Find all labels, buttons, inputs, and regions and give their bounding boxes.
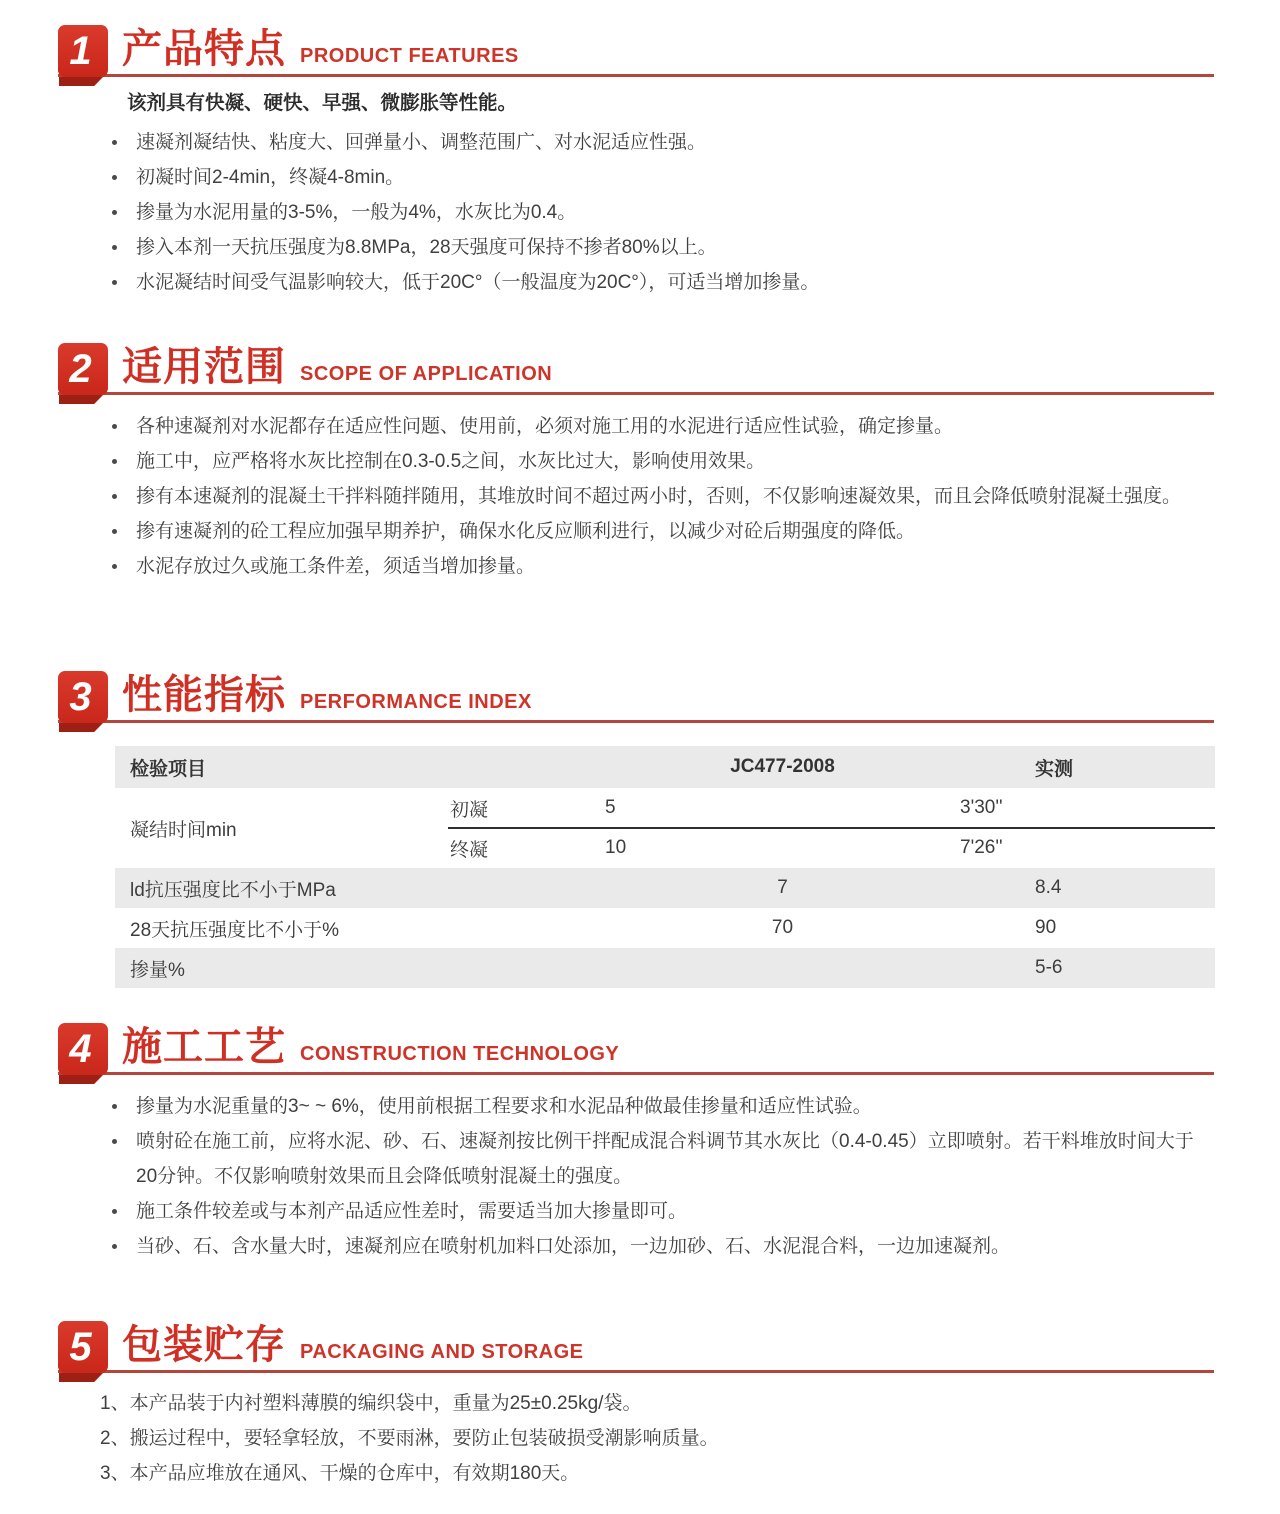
table-row bbox=[115, 948, 1215, 988]
cell-standard: 70 bbox=[771, 917, 794, 938]
cell-measured: 3'30'' bbox=[960, 797, 1003, 818]
section-product-features bbox=[58, 24, 1214, 300]
product-features-list bbox=[112, 125, 1214, 300]
list-item: 掺量为水泥用量的3-5%，一般为4%，水灰比为0.4。 bbox=[112, 195, 1214, 230]
table-header-row bbox=[115, 746, 1215, 788]
section-construction-technology bbox=[58, 1022, 1214, 1264]
cell-measured: 90 bbox=[1035, 917, 1057, 938]
section-title-en: CONSTRUCTION TECHNOLOGY bbox=[300, 1043, 620, 1065]
section-scope-of-application bbox=[58, 342, 1214, 584]
cell-standard: 10 bbox=[605, 837, 627, 858]
product-features-intro: 该剂具有快凝、硬快、早强、微膨胀等性能。 bbox=[127, 92, 518, 114]
section-header bbox=[58, 1022, 1214, 1075]
section-number-badge bbox=[58, 25, 108, 77]
section-number: 5 bbox=[69, 1324, 92, 1369]
cell-item: ld抗压强度比不小于MPa bbox=[130, 879, 336, 901]
section-header bbox=[58, 342, 1214, 395]
list-item: 施工条件较差或与本剂产品适应性差时，需要适当加大掺量即可。 bbox=[112, 1194, 1214, 1229]
cell-sub-name: 终凝 bbox=[450, 839, 489, 861]
section-header bbox=[58, 670, 1214, 723]
header-standard: JC477-2008 bbox=[730, 756, 835, 777]
list-item: 喷射砼在施工前，应将水泥、砂、石、速凝剂按比例干拌配成混合料调节其水灰比（0.4-0.45）立即喷射。若干料堆放时间大于20分钟。不仅影响喷射效果而且会降低喷射混凝土的强度。 bbox=[112, 1124, 1214, 1194]
cell-item: 掺量% bbox=[130, 959, 185, 981]
list-item: 初凝时间2-4min，终凝4-8min。 bbox=[112, 160, 1214, 195]
cell-sub-name: 初凝 bbox=[450, 799, 489, 821]
list-item: 掺量为水泥重量的3~ ~ 6%，使用前根据工程要求和水泥品种做最佳掺量和适应性试验。 bbox=[112, 1089, 1214, 1124]
section-title-en: PERFORMANCE INDEX bbox=[300, 691, 532, 713]
header-item: 检验项目 bbox=[130, 758, 207, 780]
table-row bbox=[115, 868, 1215, 908]
section-number: 2 bbox=[69, 346, 92, 391]
section-title-zh: 性能指标 bbox=[122, 673, 286, 717]
cell-item: 28天抗压强度比不小于% bbox=[130, 919, 340, 941]
cell-measured: 8.4 bbox=[1035, 877, 1062, 898]
performance-table bbox=[115, 746, 1215, 988]
table-row bbox=[115, 908, 1215, 948]
section-title-zh: 施工工艺 bbox=[122, 1025, 286, 1069]
section-title-zh: 产品特点 bbox=[122, 27, 286, 71]
section-title-en: PRODUCT FEATURES bbox=[300, 45, 519, 67]
cell-measured: 5-6 bbox=[1035, 957, 1063, 978]
section-number-badge bbox=[58, 1023, 108, 1075]
header-measured: 实测 bbox=[1035, 758, 1074, 780]
section-title-zh: 适用范围 bbox=[122, 345, 286, 389]
section-title-zh: 包装贮存 bbox=[122, 1323, 286, 1367]
cell-standard: 5 bbox=[605, 797, 616, 818]
list-item: 2、搬运过程中，要轻拿轻放，不要雨淋，要防止包装破损受潮影响质量。 bbox=[100, 1428, 719, 1449]
section-title-en: SCOPE OF APPLICATION bbox=[300, 363, 553, 385]
section-packaging-storage bbox=[58, 1320, 1214, 1491]
list-item: 掺入本剂一天抗压强度为8.8MPa，28天强度可保持不掺者80%以上。 bbox=[112, 230, 1214, 265]
scope-list bbox=[112, 409, 1214, 584]
section-number: 4 bbox=[69, 1026, 92, 1071]
section-number-badge bbox=[58, 1321, 108, 1373]
row-divider-line bbox=[448, 827, 1215, 829]
list-item: 1、本产品装于内衬塑料薄膜的编织袋中，重量为25±0.25kg/袋。 bbox=[100, 1393, 642, 1414]
cell-item: 凝结时间min bbox=[130, 819, 237, 841]
cell-measured: 7'26'' bbox=[960, 837, 1003, 858]
section-header bbox=[58, 1320, 1214, 1373]
list-item: 速凝剂凝结快、粘度大、回弹量小、调整范围广、对水泥适应性强。 bbox=[112, 125, 1214, 160]
list-item: 掺有本速凝剂的混凝土干拌料随拌随用，其堆放时间不超过两小时，否则，不仅影响速凝效果，而且会降低喷射混凝土强度。 bbox=[112, 479, 1214, 514]
table-row-setting-time bbox=[115, 788, 1215, 868]
construction-list bbox=[112, 1089, 1214, 1264]
list-item: 施工中，应严格将水灰比控制在0.3-0.5之间，水灰比过大，影响使用效果。 bbox=[112, 444, 1214, 479]
section-header bbox=[58, 24, 1214, 77]
cell-standard: 7 bbox=[777, 877, 788, 898]
section-number: 3 bbox=[69, 674, 92, 719]
list-item: 水泥存放过久或施工条件差，须适当增加掺量。 bbox=[112, 549, 1214, 584]
section-number-badge bbox=[58, 671, 108, 723]
packaging-list bbox=[100, 1386, 1214, 1491]
section-title-en: PACKAGING AND STORAGE bbox=[300, 1341, 584, 1363]
section-number-badge bbox=[58, 343, 108, 395]
list-item: 3、本产品应堆放在通风、干燥的仓库中，有效期180天。 bbox=[100, 1463, 580, 1484]
list-item: 当砂、石、含水量大时，速凝剂应在喷射机加料口处添加，一边加砂、石、水泥混合料，一边加速凝剂。 bbox=[112, 1229, 1214, 1264]
section-performance-index bbox=[58, 670, 1214, 988]
list-item: 水泥凝结时间受气温影响较大，低于20C°（一般温度为20C°），可适当增加掺量。 bbox=[112, 265, 1214, 300]
section-number: 1 bbox=[69, 28, 92, 73]
list-item: 各种速凝剂对水泥都存在适应性问题、使用前，必须对施工用的水泥进行适应性试验，确定掺量。 bbox=[112, 409, 1214, 444]
list-item: 掺有速凝剂的砼工程应加强早期养护，确保水化反应顺利进行，以减少对砼后期强度的降低。 bbox=[112, 514, 1214, 549]
